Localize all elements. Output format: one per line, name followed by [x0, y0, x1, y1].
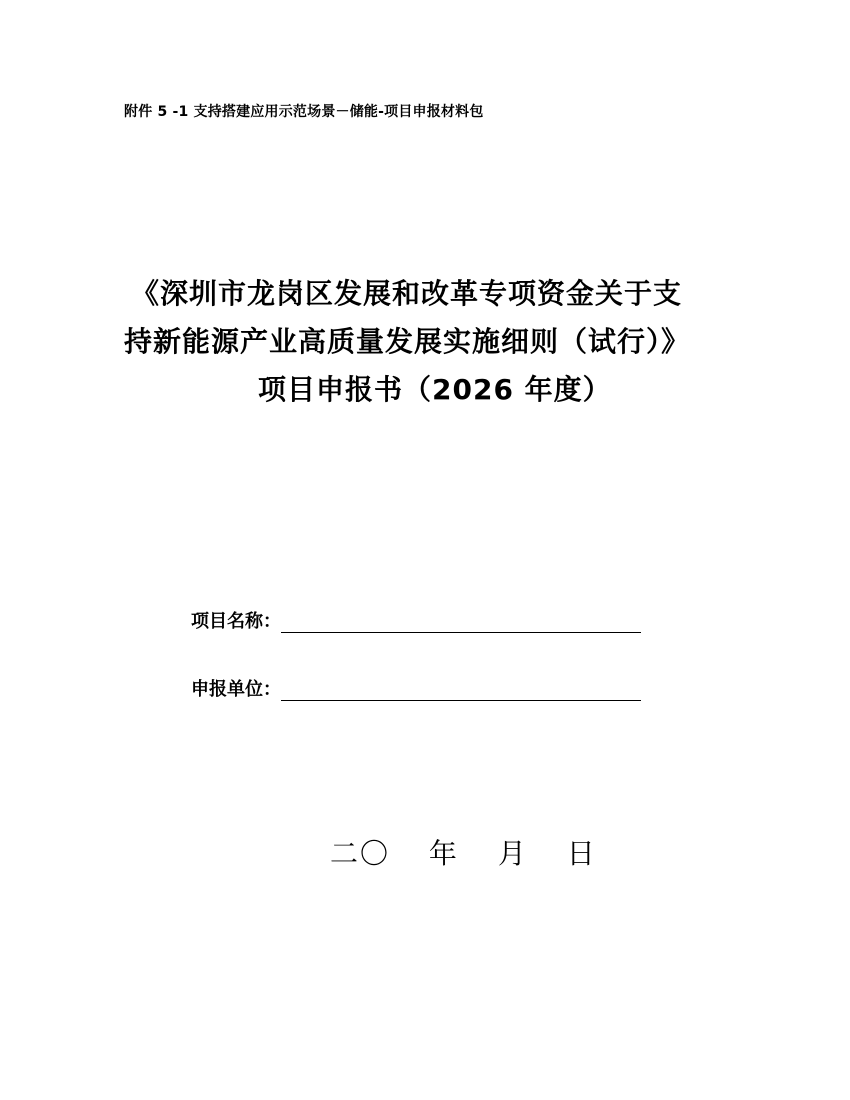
- applicant-label: 申报单位：: [191, 679, 281, 700]
- date-day-unit: 日: [566, 837, 597, 870]
- title-line-3: 项目申报书（2026 年度）: [258, 373, 612, 406]
- project-name-field[interactable]: [281, 612, 641, 633]
- title-line-2: 持新能源产业高质量发展实施细则（试行）》: [124, 325, 691, 358]
- title-line-1: 《深圳市龙岗区发展和改革专项资金关于支: [131, 277, 683, 310]
- attachment-header-note: 附件 5 -1 支持搭建应用示范场景－储能-项目申报材料包: [124, 104, 484, 120]
- project-name-label: 项目名称：: [191, 611, 281, 632]
- document-title: [0, 270, 850, 414]
- applicant-field[interactable]: [281, 680, 641, 701]
- applicant-row: [191, 675, 641, 701]
- date-month-unit: 月: [497, 837, 528, 870]
- project-name-row: [191, 607, 641, 633]
- date-year-prefix: 二〇: [330, 837, 391, 870]
- date-year-unit: 年: [428, 837, 459, 870]
- date-line: [330, 832, 611, 872]
